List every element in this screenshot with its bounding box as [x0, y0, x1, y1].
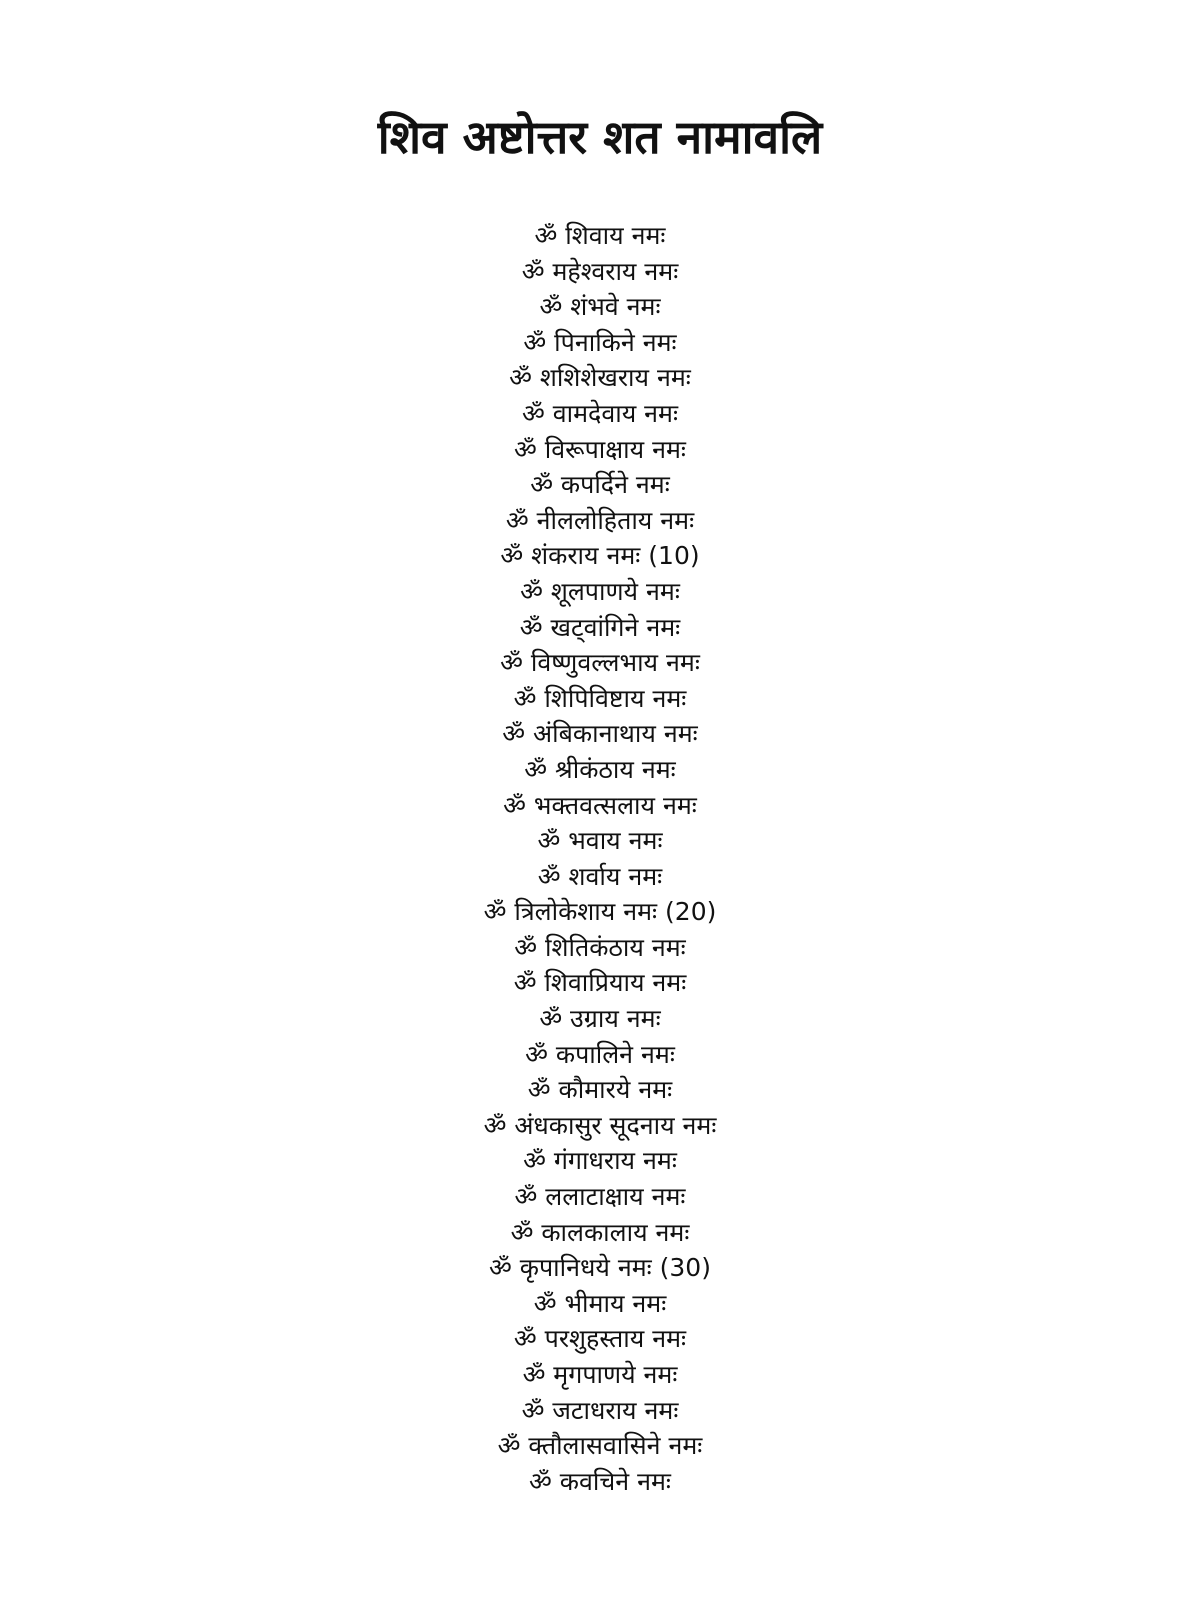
list-item: ॐ क्तौलासवासिने नमः: [497, 1431, 703, 1461]
list-item: ॐ अंबिकानाथाय नमः: [502, 719, 698, 749]
list-item: ॐ शशिशेखराय नमः: [509, 363, 691, 393]
list-item: ॐ विरूपाक्षाय नमः: [514, 434, 686, 464]
list-item: ॐ विष्णुवल्लभाय नमः: [500, 648, 700, 678]
list-item: ॐ जटाधराय नमः: [521, 1395, 679, 1425]
list-item: ॐ उग्राय नमः: [539, 1004, 661, 1034]
list-item: ॐ कृपानिधये नमः (30): [489, 1253, 711, 1283]
list-item: ॐ पिनाकिने नमः: [523, 327, 677, 357]
list-item: ॐ त्रिलोकेशाय नमः (20): [483, 897, 717, 927]
list-item: ॐ ललाटाक्षाय नमः: [514, 1182, 686, 1212]
list-item: ॐ शिवाय नमः: [534, 221, 666, 250]
list-item: ॐ शिपिविष्टाय नमः: [513, 683, 687, 713]
list-item: ॐ कौमारये नमः: [527, 1075, 673, 1105]
list-item: ॐ नीललोहिताय नमः: [505, 505, 695, 535]
list-item: ॐ शंकराय नमः (10): [500, 541, 700, 571]
list-item: ॐ खट्वांगिने नमः: [519, 612, 681, 642]
list-item: ॐ भीमाय नमः: [533, 1288, 667, 1318]
list-item: ॐ भवाय नमः: [537, 826, 663, 856]
document-title: शिव अष्टोत्तर शत नामावलि: [377, 110, 823, 164]
list-item: ॐ शिवाप्रियाय नमः: [513, 968, 687, 998]
list-item: ॐ वामदेवाय नमः: [521, 398, 679, 428]
name-list: [0, 218, 1200, 1499]
list-item: ॐ भक्तवत्सलाय नमः: [503, 790, 697, 820]
list-item: ॐ कपालिने नमः: [525, 1039, 675, 1069]
list-item: ॐ अंधकासुर सूदनाय नमः: [483, 1110, 717, 1140]
list-item: ॐ शूलपाणये नमः: [520, 576, 680, 606]
list-item: ॐ शंभवे नमः: [539, 292, 661, 322]
list-item: ॐ मृगपाणये नमः: [522, 1360, 678, 1389]
list-item: ॐ शर्वाय नमः: [537, 861, 663, 891]
list-item: ॐ कवचिने नमः: [529, 1466, 671, 1496]
list-item: ॐ महेश्वराय नमः: [521, 256, 679, 286]
list-item: ॐ कालकालाय नमः: [510, 1217, 690, 1247]
list-item: ॐ परशुहस्ताय नमः: [513, 1324, 687, 1354]
list-item: ॐ कपर्दिने नमः: [530, 470, 670, 500]
list-item: ॐ गंगाधराय नमः: [523, 1146, 677, 1176]
list-item: ॐ श्रीकंठाय नमः: [524, 754, 676, 784]
list-item: ॐ शितिकंठाय नमः: [514, 932, 686, 962]
